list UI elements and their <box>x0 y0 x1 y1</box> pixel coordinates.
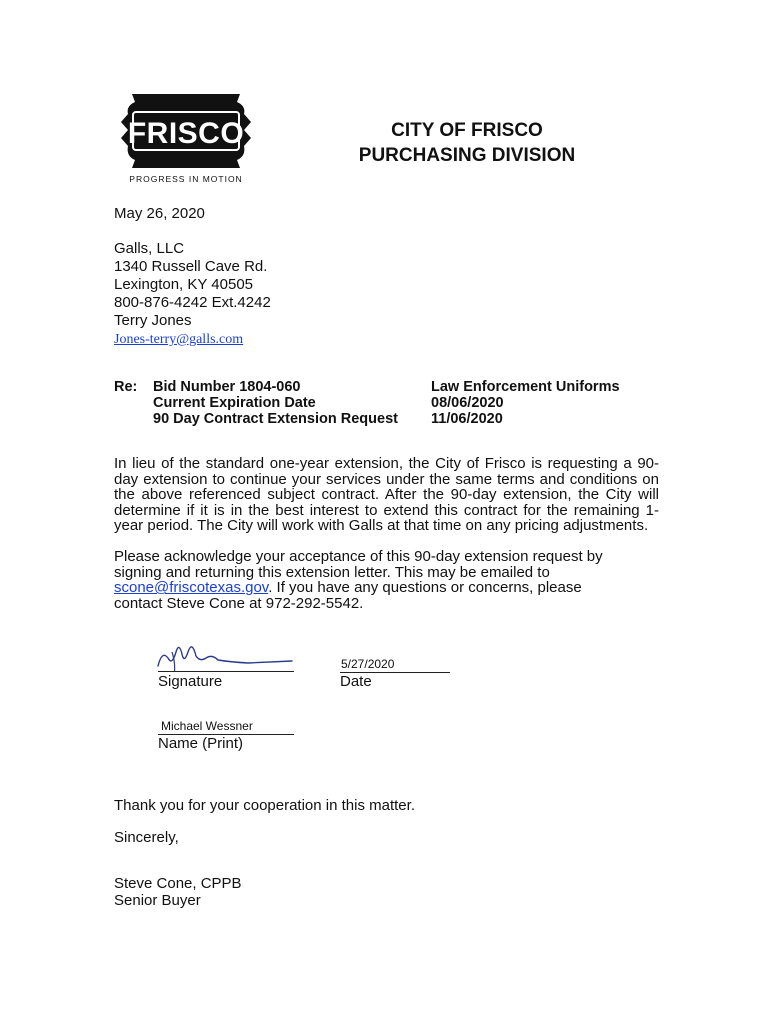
re-label: Re: <box>114 379 138 395</box>
handwritten-signature <box>152 636 298 672</box>
recipient-address <box>114 240 271 348</box>
frisco-logo-icon <box>118 92 254 186</box>
signature-line <box>158 671 294 672</box>
signer-name: Steve Cone, CPPB <box>114 875 242 892</box>
recipient-company: Galls, LLC <box>114 240 185 257</box>
re-item-value: 08/06/2020 <box>431 395 504 411</box>
svg-text:FRISCO: FRISCO <box>127 117 245 150</box>
re-items <box>153 379 398 427</box>
recipient-city: Lexington, KY 40505 <box>114 276 254 293</box>
body-paragraph-1: In lieu of the standard one-year extension, the City of Frisco is requesting a 90-day extension to continue your services under the same terms and conditions on the above referenced subject contract. After the 90-day extension, the City will determine if it is in the best interest to extend this contract for the remaining 1-year period. The City will work with Galls at that time on any pricing adjustments. <box>114 455 659 535</box>
signed-date: 5/27/2020 <box>341 657 395 671</box>
recipient-street: 1340 Russell Cave Rd. <box>114 258 268 275</box>
paragraph-2-text: Please acknowledge your acceptance of this 90-day extension request by signing and returning this extension letter. This may be emailed to <box>114 548 603 581</box>
date-label: Date <box>340 673 372 690</box>
re-item-label: Bid Number 1804-060 <box>153 379 301 395</box>
re-item-label: 90 Day Contract Extension Request <box>153 411 398 427</box>
printed-name: Michael Wessner <box>161 719 253 733</box>
re-item-value: Law Enforcement Uniforms <box>431 379 620 395</box>
heading-line-2: PURCHASING DIVISION <box>358 145 576 166</box>
heading-line-1: CITY OF FRISCO <box>391 120 543 141</box>
recipient-email-link[interactable]: Jones-terry@galls.com <box>114 332 244 347</box>
frisco-logo <box>118 92 254 186</box>
signature-label: Signature <box>158 673 223 690</box>
recipient-contact: Terry Jones <box>114 312 192 329</box>
closing-thanks: Thank you for your cooperation in this matter. <box>114 797 415 814</box>
signature-icon <box>152 636 298 672</box>
contact-email-link[interactable]: scone@friscotexas.gov <box>114 579 269 597</box>
paragraph-2-text: . If you have any questions or concerns, please contact Steve Cone at 972-292-5542. <box>114 579 582 612</box>
re-item-value: 11/06/2020 <box>431 411 503 427</box>
department-heading <box>352 118 582 168</box>
recipient-phone: 800-876-4242 Ext.4242 <box>114 294 271 311</box>
re-item-label: Current Expiration Date <box>153 395 316 411</box>
re-values <box>431 379 620 427</box>
closing-sincerely: Sincerely, <box>114 829 179 846</box>
body-paragraph-2 <box>114 549 614 611</box>
svg-text:PROGRESS IN MOTION: PROGRESS IN MOTION <box>129 174 243 184</box>
signer-block <box>114 875 242 909</box>
name-label: Name (Print) <box>158 735 244 752</box>
letter-date: May 26, 2020 <box>114 205 205 222</box>
signer-title: Senior Buyer <box>114 892 201 909</box>
